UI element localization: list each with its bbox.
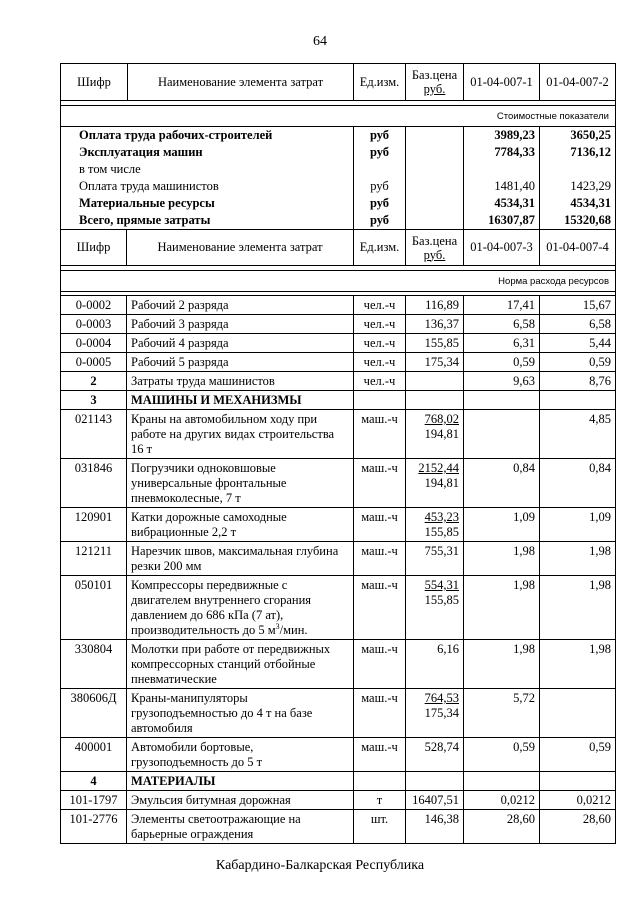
row-value-2: 1,98 <box>540 576 616 640</box>
table-row <box>61 315 616 334</box>
row-unit: маш.-ч <box>354 576 406 640</box>
row-name: Эксплуатация машин <box>61 144 354 161</box>
row-unit: руб <box>354 144 406 161</box>
col-header-base-price: Баз.цена руб. <box>406 64 464 101</box>
table-row <box>61 689 616 738</box>
row-value-2: 1,09 <box>540 508 616 542</box>
row-name: Оплата труда машинистов <box>61 178 354 195</box>
row-value-2: 0,59 <box>540 353 616 372</box>
row-name: Краны-манипуляторы грузоподъемностью до 4 т на базе автомобиля <box>127 689 354 738</box>
row-price: 175,34 <box>406 353 464 372</box>
row-code: 0-0005 <box>61 353 127 372</box>
table-row <box>61 144 616 161</box>
row-price: 16407,51 <box>406 791 464 810</box>
row-value-2: 1423,29 <box>540 178 616 195</box>
col-header-01-04-007-1: 01-04-007-1 <box>464 64 540 101</box>
row-value-1: 1,98 <box>464 640 540 689</box>
row-unit: маш.-ч <box>354 542 406 576</box>
row-name: Рабочий 2 разряда <box>127 296 354 315</box>
section-title: МАШИНЫ И МЕХАНИЗМЫ <box>127 391 354 410</box>
row-price: 155,85 <box>406 334 464 353</box>
row-code: 050101 <box>61 576 127 640</box>
table-row <box>61 772 616 791</box>
row-name: Рабочий 3 разряда <box>127 315 354 334</box>
row-value-1: 16307,87 <box>464 212 540 230</box>
row-price: 755,31 <box>406 542 464 576</box>
row-code: 031846 <box>61 459 127 508</box>
row-name: в том числе <box>61 161 354 178</box>
row-value-2: 0,0212 <box>540 791 616 810</box>
row-unit: маш.-ч <box>354 508 406 542</box>
row-unit: чел.-ч <box>354 353 406 372</box>
row-value-2: 7136,12 <box>540 144 616 161</box>
row-value-1: 7784,33 <box>464 144 540 161</box>
cost-indicators-table <box>60 63 616 230</box>
row-price: 2152,44 194,81 <box>406 459 464 508</box>
row-unit: маш.-ч <box>354 738 406 772</box>
row-code: 0-0003 <box>61 315 127 334</box>
row-unit: чел.-ч <box>354 315 406 334</box>
col-header-code: Шифр <box>61 64 128 100</box>
row-value-1: 1,98 <box>464 542 540 576</box>
row-unit: маш.-ч <box>354 459 406 508</box>
row-price: 764,53 175,34 <box>406 689 464 738</box>
row-value-2: 5,44 <box>540 334 616 353</box>
row-value-1: 3989,23 <box>464 127 540 145</box>
col-header-01-04-007-3: 01-04-007-3 <box>464 230 540 266</box>
row-price: 136,37 <box>406 315 464 334</box>
row-value-2: 15320,68 <box>540 212 616 230</box>
section-title: МАТЕРИАЛЫ <box>127 772 354 791</box>
row-code: 0-0002 <box>61 296 127 315</box>
row-name: Катки дорожные самоходные вибрационные 2,2 т <box>127 508 354 542</box>
row-unit: руб <box>354 212 406 230</box>
row-name: Краны на автомобильном ходу при работе на других видах строительства 16 т <box>127 410 354 459</box>
row-value-1: 17,41 <box>464 296 540 315</box>
row-value-2 <box>540 689 616 738</box>
row-name: Нарезчик швов, максимальная глубина резки 200 мм <box>127 542 354 576</box>
table-row <box>61 508 616 542</box>
row-price: 453,23 155,85 <box>406 508 464 542</box>
table-row <box>61 810 616 844</box>
row-value-1: 0,84 <box>464 459 540 508</box>
page-footer: Кабардино-Балкарская Республика <box>215 858 425 873</box>
row-code: 121211 <box>61 542 127 576</box>
table-row <box>61 391 616 410</box>
row-code: 101-1797 <box>61 791 127 810</box>
col-header-unit: Ед.изм. <box>354 230 406 266</box>
col-header-01-04-007-4: 01-04-007-4 <box>540 230 616 266</box>
resource-norms-table <box>60 229 616 844</box>
table-row <box>61 640 616 689</box>
col-header-unit: Ед.изм. <box>354 64 406 101</box>
row-name: Рабочий 5 разряда <box>127 353 354 372</box>
row-name: Молотки при работе от передвижных компрессорных станций отбойные пневматические <box>127 640 354 689</box>
row-value-2: 28,60 <box>540 810 616 844</box>
row-value-2: 0,59 <box>540 738 616 772</box>
row-value-2: 3650,25 <box>540 127 616 145</box>
row-unit: руб <box>354 178 406 195</box>
row-value-1: 1,09 <box>464 508 540 542</box>
row-value-1 <box>464 410 540 459</box>
col-header-01-04-007-2: 01-04-007-2 <box>540 64 616 101</box>
row-name: Эмульсия битумная дорожная <box>127 791 354 810</box>
row-value-2: 0,84 <box>540 459 616 508</box>
row-name: Автомобили бортовые, грузоподъемность до 5 т <box>127 738 354 772</box>
row-name: Рабочий 4 разряда <box>127 334 354 353</box>
row-name: Компрессоры передвижные с двигателем внутреннего сгорания давлением до 686 кПа (7 ат), производительность до 5 $м^3$/мин. <box>127 576 354 640</box>
row-unit: шт. <box>354 810 406 844</box>
row-value-2: 4,85 <box>540 410 616 459</box>
row-value-2: 6,58 <box>540 315 616 334</box>
row-unit: чел.-ч <box>354 296 406 315</box>
row-value-2: 15,67 <box>540 296 616 315</box>
table-row <box>61 296 616 315</box>
row-code: 021143 <box>61 410 127 459</box>
table-row <box>61 127 616 145</box>
row-value-1: 6,31 <box>464 334 540 353</box>
row-unit: маш.-ч <box>354 640 406 689</box>
section-label: Стоимостные показатели <box>61 106 616 127</box>
row-name: Погрузчики одноковшовые универсальные фронтальные пневмоколесные, 7 т <box>127 459 354 508</box>
row-code: 101-2776 <box>61 810 127 844</box>
table-row <box>61 738 616 772</box>
table-row <box>61 459 616 508</box>
row-name: Материальные ресурсы <box>61 195 354 212</box>
section-label: Норма расхода ресурсов <box>61 271 616 292</box>
col-header-base-price: Баз.цена руб. <box>406 230 464 266</box>
row-code: 4 <box>61 772 127 791</box>
row-code: 330804 <box>61 640 127 689</box>
row-price: 116,89 <box>406 296 464 315</box>
table-row <box>61 410 616 459</box>
row-code: 120901 <box>61 508 127 542</box>
row-value-1: 0,59 <box>464 353 540 372</box>
row-value-1: 6,58 <box>464 315 540 334</box>
row-unit: чел.-ч <box>354 334 406 353</box>
row-code: 400001 <box>61 738 127 772</box>
row-name: Оплата труда рабочих-строителей <box>61 127 354 145</box>
row-unit: т <box>354 791 406 810</box>
table-row <box>61 353 616 372</box>
row-value-2: 8,76 <box>540 372 616 391</box>
page-number: 64 <box>313 34 327 49</box>
header-row <box>61 64 354 101</box>
table-row <box>61 334 616 353</box>
row-value-2: 1,98 <box>540 640 616 689</box>
row-value-1: 4534,31 <box>464 195 540 212</box>
row-price: 554,31 155,85 <box>406 576 464 640</box>
table-row <box>61 161 616 178</box>
row-name: Затраты труда машинистов <box>127 372 354 391</box>
row-price: 528,74 <box>406 738 464 772</box>
row-code: 0-0004 <box>61 334 127 353</box>
table-row <box>61 372 616 391</box>
row-name: Всего, прямые затраты <box>61 212 354 230</box>
col-header-name: Наименование элемента затрат <box>127 230 354 266</box>
row-value-1: 9,63 <box>464 372 540 391</box>
table-row <box>61 178 616 195</box>
row-price: 6,16 <box>406 640 464 689</box>
row-unit: руб <box>354 127 406 145</box>
row-value-1: 1,98 <box>464 576 540 640</box>
table-row <box>61 212 616 230</box>
row-name: Элементы светоотражающие на барьерные ограждения <box>127 810 354 844</box>
row-code: 380606Д <box>61 689 127 738</box>
row-value-1: 0,59 <box>464 738 540 772</box>
row-code: 3 <box>61 391 127 410</box>
table-row <box>61 576 616 640</box>
row-value-1: 1481,40 <box>464 178 540 195</box>
col-header-code: Шифр <box>61 230 127 266</box>
row-unit: маш.-ч <box>354 410 406 459</box>
row-value-2: 1,98 <box>540 542 616 576</box>
row-price <box>406 372 464 391</box>
row-unit: руб <box>354 195 406 212</box>
table-row <box>61 195 616 212</box>
col-header-name: Наименование элемента затрат <box>157 74 324 89</box>
table-row <box>61 542 616 576</box>
row-value-1: 5,72 <box>464 689 540 738</box>
row-price: 768,02 194,81 <box>406 410 464 459</box>
table-row <box>61 791 616 810</box>
row-value-1: 28,60 <box>464 810 540 844</box>
row-unit: маш.-ч <box>354 689 406 738</box>
row-code: 2 <box>61 372 127 391</box>
row-price: 146,38 <box>406 810 464 844</box>
row-value-2: 4534,31 <box>540 195 616 212</box>
row-unit: чел.-ч <box>354 372 406 391</box>
row-value-1: 0,0212 <box>464 791 540 810</box>
